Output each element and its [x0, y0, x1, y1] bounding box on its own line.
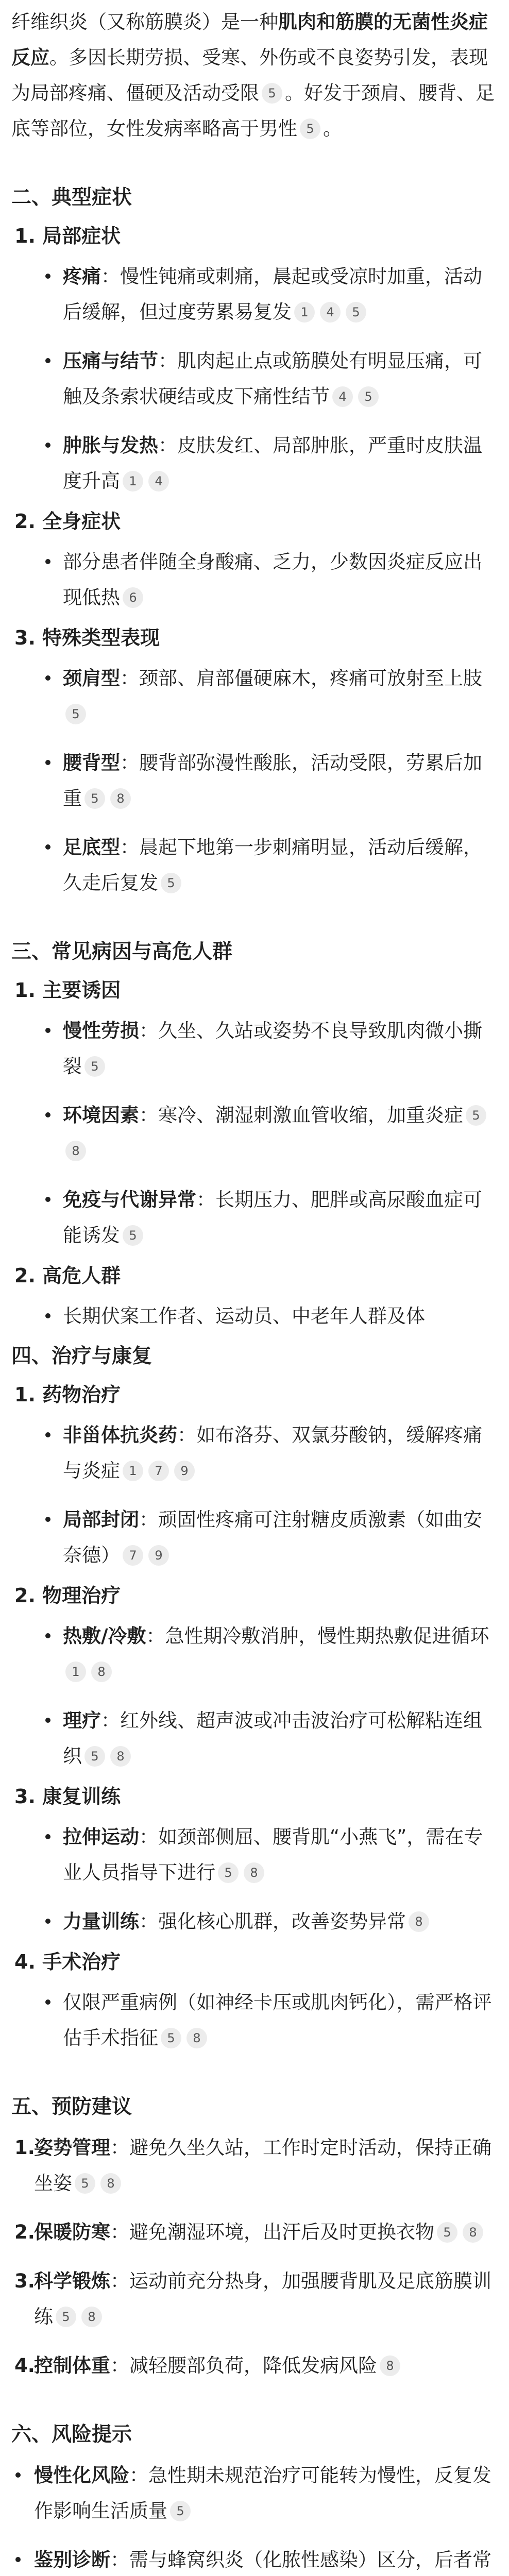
item-term: 慢性劳损 [63, 1020, 139, 1042]
citation-badge[interactable]: 5 [262, 83, 282, 104]
list-item [11, 1904, 498, 1939]
list-item [11, 1819, 498, 1890]
item-term: 非甾体抗炎药 [63, 1424, 177, 1446]
list-item [11, 2214, 498, 2250]
citation-badge[interactable]: 9 [148, 1545, 169, 1566]
citation-badge[interactable]: 5 [170, 2501, 191, 2521]
citation-badge[interactable]: 6 [123, 587, 143, 608]
item-term: 力量训练 [63, 1910, 139, 1933]
item-term: 环境因素 [63, 1104, 139, 1126]
item-term: 慢性化风险 [34, 2464, 129, 2486]
item-term: 腰背型 [63, 752, 120, 774]
item-text: ：运动前充分热身，加强腰背肌及足底筋膜训练 [34, 2270, 491, 2328]
citation-badge[interactable]: 5 [65, 704, 86, 724]
item-text: ：肌肉起止点或筋膜处有明显压痛，可触及条索状硬结或皮下痛性结节 [63, 350, 482, 408]
citation-badge[interactable]: 5 [300, 118, 320, 139]
list-item [11, 1013, 498, 1084]
bullet-list [11, 1417, 498, 1573]
list-item [11, 2263, 498, 2334]
item-term: 理疗 [63, 1709, 101, 1732]
citation-badge[interactable]: 5 [346, 302, 366, 323]
item-text: ：长期压力、肥胖或高尿酸血症可能诱发 [63, 1189, 482, 1246]
bullet-list [11, 660, 498, 901]
item-term: 科学锻炼 [34, 2270, 110, 2292]
citation-badge[interactable]: 5 [75, 2173, 95, 2194]
citation-badge[interactable]: 5 [161, 873, 181, 893]
citation-badge[interactable]: 8 [81, 2307, 102, 2327]
section-heading: 三、常见病因与高危人群 [11, 940, 233, 963]
list-item [11, 259, 498, 330]
subsection-heading: 1. 药物治疗 [14, 1383, 121, 1406]
citation-badge[interactable]: 5 [123, 1225, 143, 1246]
item-term: 鉴别诊断 [34, 2549, 110, 2571]
item-term: 颈肩型 [63, 667, 120, 689]
citation-badge[interactable]: 8 [463, 2222, 483, 2243]
list-item [11, 2130, 498, 2201]
citation-badge[interactable]: 5 [84, 788, 105, 809]
citation-badge[interactable]: 1 [65, 1662, 86, 1682]
citation-badge[interactable]: 8 [100, 2173, 121, 2194]
intro-paragraph [11, 4, 498, 146]
item-text: ：腰背部弥漫性酸胀，活动受限，劳累后加重 [63, 752, 482, 809]
intro-text: 。多因长期劳损、受寒、外伤或不良姿势引发，表现为局部疼痛、僵硬及活动受限 [11, 46, 488, 104]
item-term: 姿势管理 [34, 2137, 110, 2159]
subsection-heading: 2. 全身症状 [14, 510, 121, 533]
item-text: ：强化核心肌群，改善姿势异常 [139, 1910, 406, 1933]
item-number: 1. [14, 2137, 35, 2159]
list-item [11, 1097, 498, 1168]
citation-badge[interactable]: 5 [161, 2028, 181, 2048]
list-item [11, 1985, 498, 2056]
section-heading: 二、典型症状 [11, 186, 132, 209]
item-number: 4. [14, 2354, 35, 2377]
list-item [11, 745, 498, 816]
item-text: ：急性期未规范治疗可能转为慢性，反复发作影响生活质量 [34, 2464, 491, 2522]
item-number: 3. [14, 2270, 35, 2292]
citation-badge[interactable]: 4 [332, 386, 353, 407]
list-item [11, 2458, 498, 2529]
list-item [11, 1298, 498, 1334]
list-item [11, 1182, 498, 1253]
citation-badge[interactable]: 7 [148, 1461, 169, 1481]
citation-badge[interactable]: 1 [294, 302, 315, 323]
list-item [11, 660, 498, 732]
citation-badge[interactable]: 5 [56, 2307, 76, 2327]
citation-badge[interactable]: 8 [110, 1746, 131, 1767]
item-text: ：红外线、超声波或冲击波治疗可松解粘连组织 [63, 1709, 482, 1767]
citation-badge[interactable]: 8 [110, 788, 131, 809]
list-item [11, 2542, 498, 2576]
item-term: 保暖防寒 [34, 2221, 110, 2243]
citation-badge[interactable]: 5 [84, 1056, 105, 1077]
citation-badge[interactable]: 5 [218, 1862, 239, 1883]
section-heading: 五、预防建议 [11, 2095, 132, 2119]
list-item [11, 2348, 498, 2383]
list-item [11, 428, 498, 499]
numbered-list [11, 2130, 498, 2383]
list-item [11, 829, 498, 901]
citation-badge[interactable]: 8 [409, 1911, 429, 1932]
intro-text: 。好发于颈肩、腰背、足底等部位，女性发病率略高于男性 [11, 82, 495, 140]
intro-text: 。 [323, 117, 342, 140]
item-term: 足底型 [63, 836, 120, 858]
item-term: 热敷/冷敷 [63, 1625, 146, 1647]
subsection-heading: 2. 物理治疗 [14, 1584, 121, 1607]
citation-badge[interactable]: 1 [123, 1461, 143, 1481]
item-text: ：如布洛芬、双氯芬酸钠，缓解疼痛与炎症 [63, 1424, 482, 1482]
citation-badge[interactable]: 5 [84, 1746, 105, 1767]
item-text: ：晨起下地第一步刺痛明显，活动后缓解，久走后复发 [63, 836, 482, 894]
list-item [11, 1502, 498, 1573]
citation-badge[interactable]: 8 [244, 1862, 264, 1883]
bullet-list [11, 1013, 498, 1253]
item-text: ：需与蜂窝织炎（化脓性感染）区分，后者常 [110, 2549, 491, 2571]
section-heading: 四、治疗与康复 [11, 1345, 152, 1368]
item-term: 控制体重 [34, 2354, 110, 2377]
bullet-list [11, 1985, 498, 2056]
item-number: 2. [14, 2221, 35, 2243]
section-heading: 六、风险提示 [11, 2423, 132, 2446]
list-item [11, 1417, 498, 1488]
item-text: 长期伏案工作者、运动员、中老年人群及体 [63, 1305, 425, 1327]
bullet-list [11, 544, 498, 615]
bullet-list [11, 1618, 498, 1774]
citation-badge[interactable]: 4 [148, 471, 169, 492]
bullet-list [11, 259, 498, 499]
list-item [11, 1618, 498, 1689]
subsection-heading: 3. 特殊类型表现 [14, 626, 160, 649]
citation-badge[interactable]: 5 [358, 386, 379, 407]
item-text: ：如颈部侧屈、腰背肌“小燕飞”，需在专业人员指导下进行 [63, 1826, 483, 1884]
item-text: ：减轻腰部负荷，降低发病风险 [110, 2354, 377, 2377]
subsection-heading: 1. 主要诱因 [14, 979, 121, 1002]
bullet-list [11, 1819, 498, 1939]
citation-badge[interactable]: 8 [65, 1141, 86, 1161]
item-text: ：避免潮湿环境，出汗后及时更换衣物 [110, 2221, 434, 2243]
citation-badge[interactable]: 4 [320, 302, 341, 323]
list-item [11, 544, 498, 615]
citation-badge[interactable]: 1 [123, 471, 143, 492]
item-text: ：久坐、久站或姿势不良导致肌肉微小撕裂 [63, 1020, 482, 1077]
list-item [11, 343, 498, 414]
list-item [11, 1703, 498, 1774]
item-term: 拉伸运动 [63, 1826, 139, 1848]
citation-badge[interactable]: 5 [466, 1105, 486, 1126]
intro-bold: 肌肉和筋膜的无菌性炎症反应 [11, 11, 488, 69]
citation-badge[interactable]: 8 [186, 2028, 207, 2048]
item-term: 压痛与结节 [63, 350, 158, 372]
subsection-heading: 4. 手术治疗 [14, 1951, 121, 1973]
item-term: 局部封闭 [63, 1509, 139, 1531]
citation-badge[interactable]: 9 [174, 1461, 195, 1481]
item-text: ：避免久坐久站，工作时定时活动，保持正确坐姿 [34, 2137, 491, 2194]
intro-text: 纤维织炎（又称筋膜炎）是一种 [11, 11, 278, 33]
item-text: 部分患者伴随全身酸痛、乏力，少数因炎症反应出现低热 [63, 551, 482, 608]
item-text: 仅限严重病例（如神经卡压或肌肉钙化），需严格评估手术指征 [63, 1991, 492, 2049]
item-text: ：寒冷、潮湿刺激血管收缩，加重炎症 [139, 1104, 463, 1126]
bullet-list [11, 2458, 498, 2576]
citation-badge[interactable]: 8 [380, 2355, 400, 2376]
citation-badge[interactable]: 7 [123, 1545, 143, 1566]
subsection-heading: 1. 局部症状 [14, 225, 121, 247]
citation-badge[interactable]: 5 [437, 2222, 457, 2243]
subsection-heading: 2. 高危人群 [14, 1264, 121, 1287]
item-term: 免疫与代谢异常 [63, 1189, 196, 1211]
item-text: ：颈部、肩部僵硬麻木，疼痛可放射至上肢 [120, 667, 482, 689]
item-term: 肿胀与发热 [63, 434, 158, 456]
item-text: ：顽固性疼痛可注射糖皮质激素（如曲安奈德） [63, 1509, 482, 1566]
item-text: ：皮肤发红、局部肿胀，严重时皮肤温度升高 [63, 434, 482, 492]
item-text: ：急性期冷敷消肿，慢性期热敷促进循环 [146, 1625, 489, 1647]
bullet-list [11, 1298, 498, 1334]
item-text: ：慢性钝痛或刺痛，晨起或受凉时加重，活动后缓解，但过度劳累易复发 [63, 265, 482, 323]
citation-badge[interactable]: 8 [91, 1662, 112, 1682]
subsection-heading: 3. 康复训练 [14, 1785, 121, 1808]
item-term: 疼痛 [63, 265, 101, 287]
